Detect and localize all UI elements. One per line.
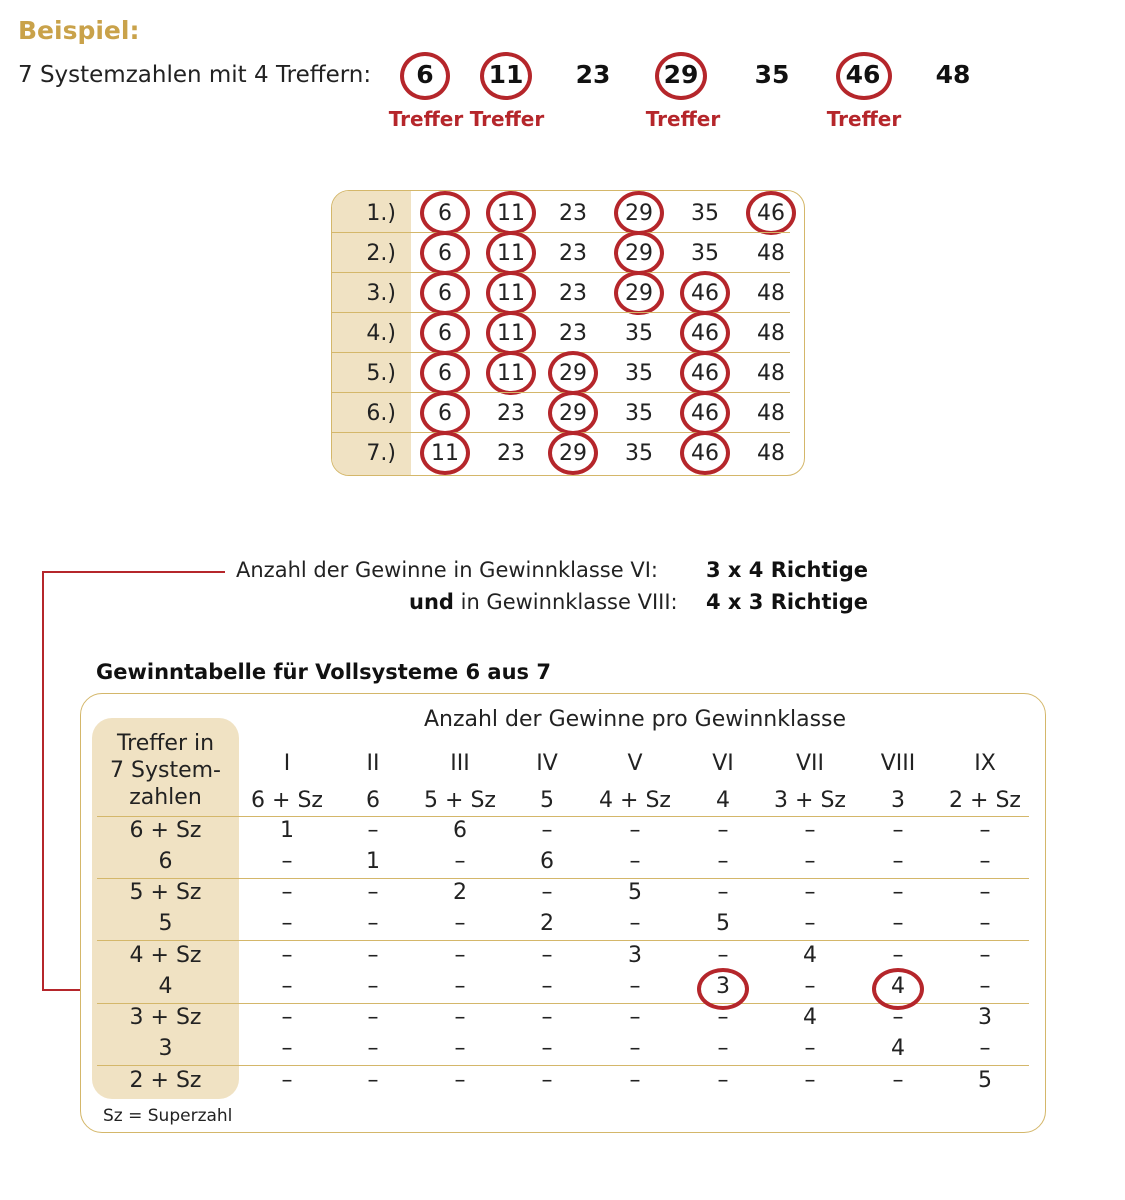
hit-label: Treffer [645,107,721,131]
combination-row [332,353,804,393]
combination-row-label: 2.) [366,241,396,266]
system-number: 46 [845,60,881,89]
combination-number: 11 [497,241,525,266]
combination-number: 35 [625,321,653,346]
class-header: III [450,751,470,776]
combination-number: 29 [559,361,587,386]
table-row-label: 5 + Sz [129,880,202,905]
table-cell: – [629,1068,641,1093]
group-divider [97,878,1029,879]
table-cell: – [367,1068,379,1093]
intro-text: 7 Systemzahlen mit 4 Treffern: [18,62,372,88]
table-cell: – [454,849,466,874]
class-hits-header: 2 + Sz [949,788,1021,813]
combination-number: 35 [691,241,719,266]
table-cell: – [367,943,379,968]
combination-row-label: 5.) [366,361,396,386]
table-row-label: 4 + Sz [129,943,202,968]
table-cell: – [892,911,904,936]
table-cell: – [979,849,991,874]
table-cell: – [281,1036,293,1061]
table-cell: – [281,911,293,936]
group-divider [97,1065,1029,1066]
table-cell: 3 [978,1005,992,1030]
hit-circle [680,391,730,435]
hit-circle [680,351,730,395]
table-row-label: 6 + Sz [129,818,202,843]
table-cell: – [454,1036,466,1061]
combination-row [332,393,804,433]
table-row-label: 2 + Sz [129,1068,202,1093]
table-cell: – [804,818,816,843]
table-cell: – [717,1068,729,1093]
table-cell: – [979,974,991,999]
combination-number: 48 [757,361,785,386]
header-divider [97,816,1029,817]
table-cell: – [281,880,293,905]
combination-number: 23 [559,201,587,226]
table-cell: 6 [453,818,467,843]
table-cell: – [367,1036,379,1061]
header-left-line: 7 System- [110,758,221,783]
class-header: IX [974,751,996,776]
table-cell: – [541,818,553,843]
table-cell: – [367,911,379,936]
table-cell: – [804,880,816,905]
combination-row-label: 1.) [366,201,396,226]
combination-number: 23 [559,281,587,306]
header-top: Anzahl der Gewinne pro Gewinnklasse [423,707,847,732]
table-cell: 3 [716,974,730,999]
combination-number: 23 [497,441,525,466]
class-header: VIII [880,751,916,776]
combination-row [332,313,804,353]
table-cell: – [367,880,379,905]
table-row-label: 5 [158,911,173,936]
table-cell: – [541,880,553,905]
class-hits-header: 4 [716,788,730,813]
hit-circle [420,311,470,355]
hit-circle [614,191,664,235]
highlight-circle [872,968,924,1010]
table-cell: 1 [280,818,294,843]
system-number: 29 [663,60,699,89]
table-cell: – [454,1005,466,1030]
hit-circle [680,431,730,475]
table-cell: – [281,849,293,874]
table-row-label: 3 [158,1036,173,1061]
table-cell: – [454,943,466,968]
table-cell: 2 [540,911,554,936]
hit-circle [420,431,470,475]
hit-label: Treffer [826,107,902,131]
table-cell: – [281,1068,293,1093]
table-cell: – [629,1036,641,1061]
table-cell: – [454,974,466,999]
table-cell: 5 [978,1068,992,1093]
table-cell: – [979,818,991,843]
table-cell: 2 [453,880,467,905]
class-hits-header: 3 [891,788,905,813]
table-cell: 1 [366,849,380,874]
combination-row-label: 3.) [366,281,396,306]
table-cell: 4 [803,1005,817,1030]
footnote: Sz = Superzahl [103,1106,233,1126]
combination-number: 6 [438,321,452,346]
class-header: I [283,751,291,776]
combination-number: 11 [497,321,525,346]
result-line-1 [236,558,658,582]
table-cell: – [629,849,641,874]
hit-circle [548,391,598,435]
class-hits-header: 5 + Sz [424,788,496,813]
table-cell: – [804,849,816,874]
hit-circle [548,351,598,395]
group-divider [97,940,1029,941]
hit-circle [614,231,664,275]
hit-circle [480,52,532,100]
class-header: VI [712,751,734,776]
combination-row [332,273,804,313]
combination-row [332,233,804,273]
table-cell: – [541,1036,553,1061]
combination-number: 11 [497,281,525,306]
combination-number: 35 [625,361,653,386]
table-cell: – [717,1036,729,1061]
table-cell: – [281,974,293,999]
combination-row [332,193,804,233]
hit-circle [614,271,664,315]
table-cell: – [717,849,729,874]
table-cell: – [804,1068,816,1093]
table-cell: – [629,818,641,843]
table-cell: 4 [891,974,905,999]
table-cell: – [717,1005,729,1030]
hit-circle [486,191,536,235]
result-line-2-value: 4 x 3 Richtige [706,590,868,614]
table-row-label: 3 + Sz [129,1005,202,1030]
combination-number: 6 [438,361,452,386]
table-cell: – [892,849,904,874]
combination-number: 11 [431,441,459,466]
hit-circle [486,231,536,275]
table-cell: – [892,943,904,968]
result-line-1-value: 3 x 4 Richtige [706,558,868,582]
combination-number: 48 [757,441,785,466]
combination-number: 46 [691,361,719,386]
class-header: VII [795,751,825,776]
system-number: 11 [488,60,524,89]
class-header: IV [536,751,558,776]
table-cell: – [629,1005,641,1030]
table-cell: – [717,943,729,968]
table-cell: – [454,911,466,936]
system-number: 48 [935,60,971,89]
system-number: 35 [754,60,790,89]
example-heading: Beispiel: [18,16,140,45]
table-cell: – [892,880,904,905]
system-number: 23 [575,60,611,89]
class-hits-header: 6 [366,788,380,813]
hit-circle [420,271,470,315]
combination-row [332,433,804,473]
table-cell: – [979,1036,991,1061]
combination-number: 29 [559,401,587,426]
combination-number: 48 [757,281,785,306]
combination-number: 48 [757,321,785,346]
combination-row-label: 7.) [366,441,396,466]
arrow-line [42,571,44,990]
combination-number: 23 [559,321,587,346]
combination-number: 48 [757,401,785,426]
hit-circle [548,431,598,475]
combination-number: 46 [757,201,785,226]
result-line-2-text: in Gewinnklasse VIII: [453,590,678,614]
table-cell: – [804,1036,816,1061]
combination-number: 35 [691,201,719,226]
hit-circle [836,52,892,100]
table-cell: – [717,880,729,905]
table-cell: 6 [540,849,554,874]
hit-circle [655,52,707,100]
combination-number: 29 [559,441,587,466]
class-hits-header: 5 [540,788,554,813]
table-cell: 5 [628,880,642,905]
table-cell: – [541,943,553,968]
table-cell: – [717,818,729,843]
table-cell: – [281,943,293,968]
highlight-circle [697,968,749,1010]
class-hits-header: 3 + Sz [774,788,846,813]
hit-circle [420,391,470,435]
table-row-label: 4 [158,974,173,999]
table-cell: – [804,974,816,999]
combination-number: 29 [625,241,653,266]
table-cell: – [629,911,641,936]
combination-number: 6 [438,401,452,426]
combination-number: 23 [559,241,587,266]
combination-number: 46 [691,441,719,466]
combination-number: 29 [625,201,653,226]
class-hits-header: 4 + Sz [599,788,671,813]
combination-number: 29 [625,281,653,306]
hit-label: Treffer [388,107,464,131]
table-cell: – [367,974,379,999]
class-hits-header: 6 + Sz [251,788,323,813]
table-cell: – [979,943,991,968]
combination-number: 46 [691,401,719,426]
table-title: Gewinntabelle für Vollsysteme 6 aus 7 [96,660,551,684]
hit-circle [486,271,536,315]
table-cell: 5 [716,911,730,936]
hit-circle [746,191,796,235]
combination-number: 23 [497,401,525,426]
hit-circle [486,311,536,355]
result-line-2 [409,590,678,614]
combination-row-label: 4.) [366,321,396,346]
result-line-2-bold: und [409,590,454,614]
table-cell: – [979,911,991,936]
hit-circle [420,191,470,235]
combination-number: 46 [691,281,719,306]
class-header: II [366,751,380,776]
combination-number: 35 [625,401,653,426]
hit-circle [420,231,470,275]
table-cell: – [367,818,379,843]
table-cell: 4 [803,943,817,968]
combination-number: 6 [438,281,452,306]
header-left-line: Treffer in [116,731,215,756]
hit-circle [486,351,536,395]
hit-circle [400,52,450,100]
combination-number: 48 [757,241,785,266]
combination-row-label: 6.) [366,401,396,426]
table-cell: – [892,818,904,843]
table-cell: – [541,974,553,999]
table-cell: – [367,1005,379,1030]
table-cell: – [629,974,641,999]
table-cell: – [454,1068,466,1093]
combination-number: 35 [625,441,653,466]
table-cell: – [892,1005,904,1030]
table-cell: – [804,911,816,936]
hit-label: Treffer [469,107,545,131]
hit-circle [680,271,730,315]
combination-number: 11 [497,201,525,226]
result-line-1-text: Anzahl der Gewinne in Gewinnklasse VI: [236,558,658,582]
table-cell: 3 [628,943,642,968]
combination-number: 11 [497,361,525,386]
class-header: V [627,751,643,776]
combination-number: 46 [691,321,719,346]
combination-number: 6 [438,201,452,226]
combinations-table [331,190,805,476]
table-cell: – [892,1068,904,1093]
system-number: 6 [416,60,434,89]
table-cell: – [979,880,991,905]
table-cell: – [541,1068,553,1093]
hit-circle [420,351,470,395]
combination-number: 6 [438,241,452,266]
table-row-label: 6 [158,849,173,874]
table-cell: – [281,1005,293,1030]
table-cell: 4 [891,1036,905,1061]
header-left-line: zahlen [129,785,202,810]
table-cell: – [541,1005,553,1030]
hit-circle [680,311,730,355]
arrow-line [42,571,225,573]
